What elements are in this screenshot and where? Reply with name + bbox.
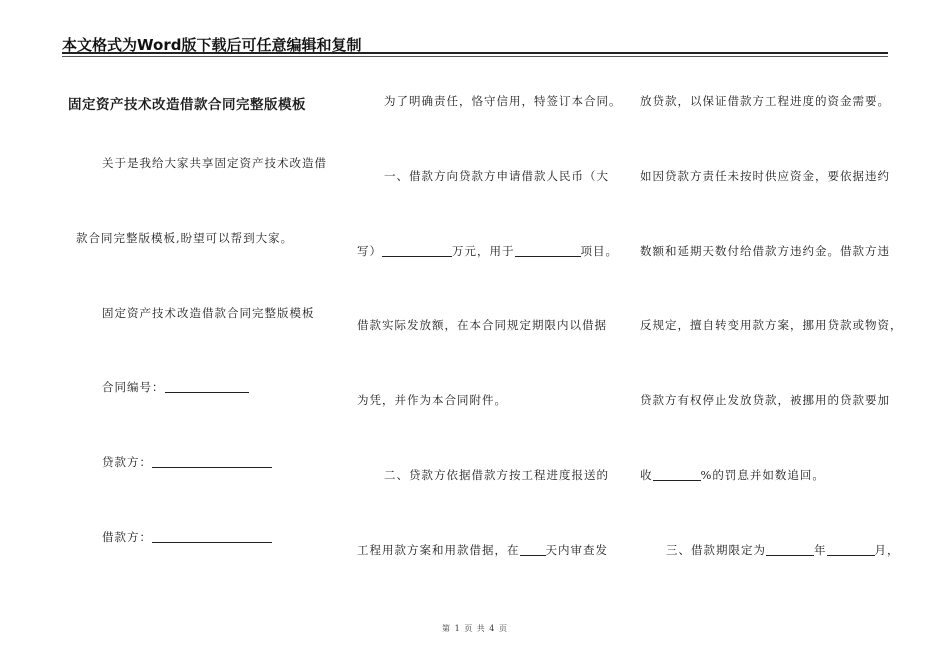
contract-number-row: [102, 379, 249, 395]
col3-line-6-b: %的罚息并如数追回。: [700, 468, 825, 482]
amount-blank: [382, 244, 452, 257]
col3-line-4: 反规定，擅自转变用款方案，挪用贷款或物资，: [640, 318, 903, 332]
col2-line-6: 二、贷款方依据借款方按工程进度报送的: [384, 468, 609, 482]
subtitle: 固定资产技术改造借款合同完整版模板: [102, 306, 315, 320]
document-banner: 本文格式为Word版下载后可任意编辑和复制: [62, 36, 362, 54]
project-blank: [515, 244, 581, 257]
contract-number-label: 合同编号：: [102, 380, 165, 394]
header-rule-thin: [62, 56, 888, 57]
col3-line-7-a: 三、借款期限定为: [666, 543, 766, 557]
col2-line-3: [357, 243, 618, 259]
col2-line-3-a: 写）: [357, 244, 382, 258]
contract-number-blank: [165, 380, 249, 393]
borrower-label: 借款方：: [102, 530, 152, 544]
intro-line-2: 款合同完整版模板,盼望可以帮到大家。: [76, 231, 294, 245]
col3-line-2: 如因贷款方责任未按时供应资金，要依据违约: [640, 169, 890, 183]
term-year-blank: [766, 543, 814, 556]
col2-line-3-c: 项目。: [580, 244, 618, 258]
borrower-blank: [152, 530, 272, 543]
term-month-blank: [827, 543, 875, 556]
col2-line-7-a: 工程用款方案和用款借据，在: [357, 543, 520, 557]
col3-line-3: 数额和延期天数付给借款方违约金。借款方违: [640, 244, 890, 258]
col3-line-7-b: 年: [814, 543, 827, 557]
col3-line-1: 放贷款，以保证借款方工程进度的资金需要。: [640, 94, 890, 108]
penalty-rate-blank: [653, 468, 701, 481]
col2-line-2: 一、借款方向贷款方申请借款人民币（大: [384, 169, 609, 183]
col3-line-7-c: 月，: [874, 543, 900, 557]
document-title: 固定资产技术改造借款合同完整版模板: [68, 97, 306, 113]
intro-line-1: 关于是我给大家共享固定资产技术改造借: [102, 156, 327, 170]
borrower-row: [102, 529, 272, 545]
col2-line-7: [357, 542, 608, 558]
lender-blank: [152, 455, 272, 468]
lender-row: [102, 454, 272, 470]
lender-label: 贷款方：: [102, 455, 152, 469]
col2-line-3-b: 万元，用于: [452, 244, 515, 258]
col3-line-7: [666, 542, 900, 558]
header-rule: [62, 52, 888, 54]
days-blank: [520, 543, 546, 556]
col3-line-6: [640, 467, 825, 483]
col3-line-5: 贷款方有权停止发放贷款，被挪用的贷款要加: [640, 393, 890, 407]
page-footer: 第 1 页 共 4 页: [442, 624, 508, 633]
col2-line-4: 借款实际发放额，在本合同规定期限内以借据: [357, 318, 607, 332]
col3-line-6-a: 收: [640, 468, 653, 482]
col2-line-1: 为了明确责任，恪守信用，特签订本合同。: [384, 94, 622, 108]
col2-line-5: 为凭，并作为本合同附件。: [357, 393, 507, 407]
col2-line-7-b: 天内审查发: [545, 543, 608, 557]
